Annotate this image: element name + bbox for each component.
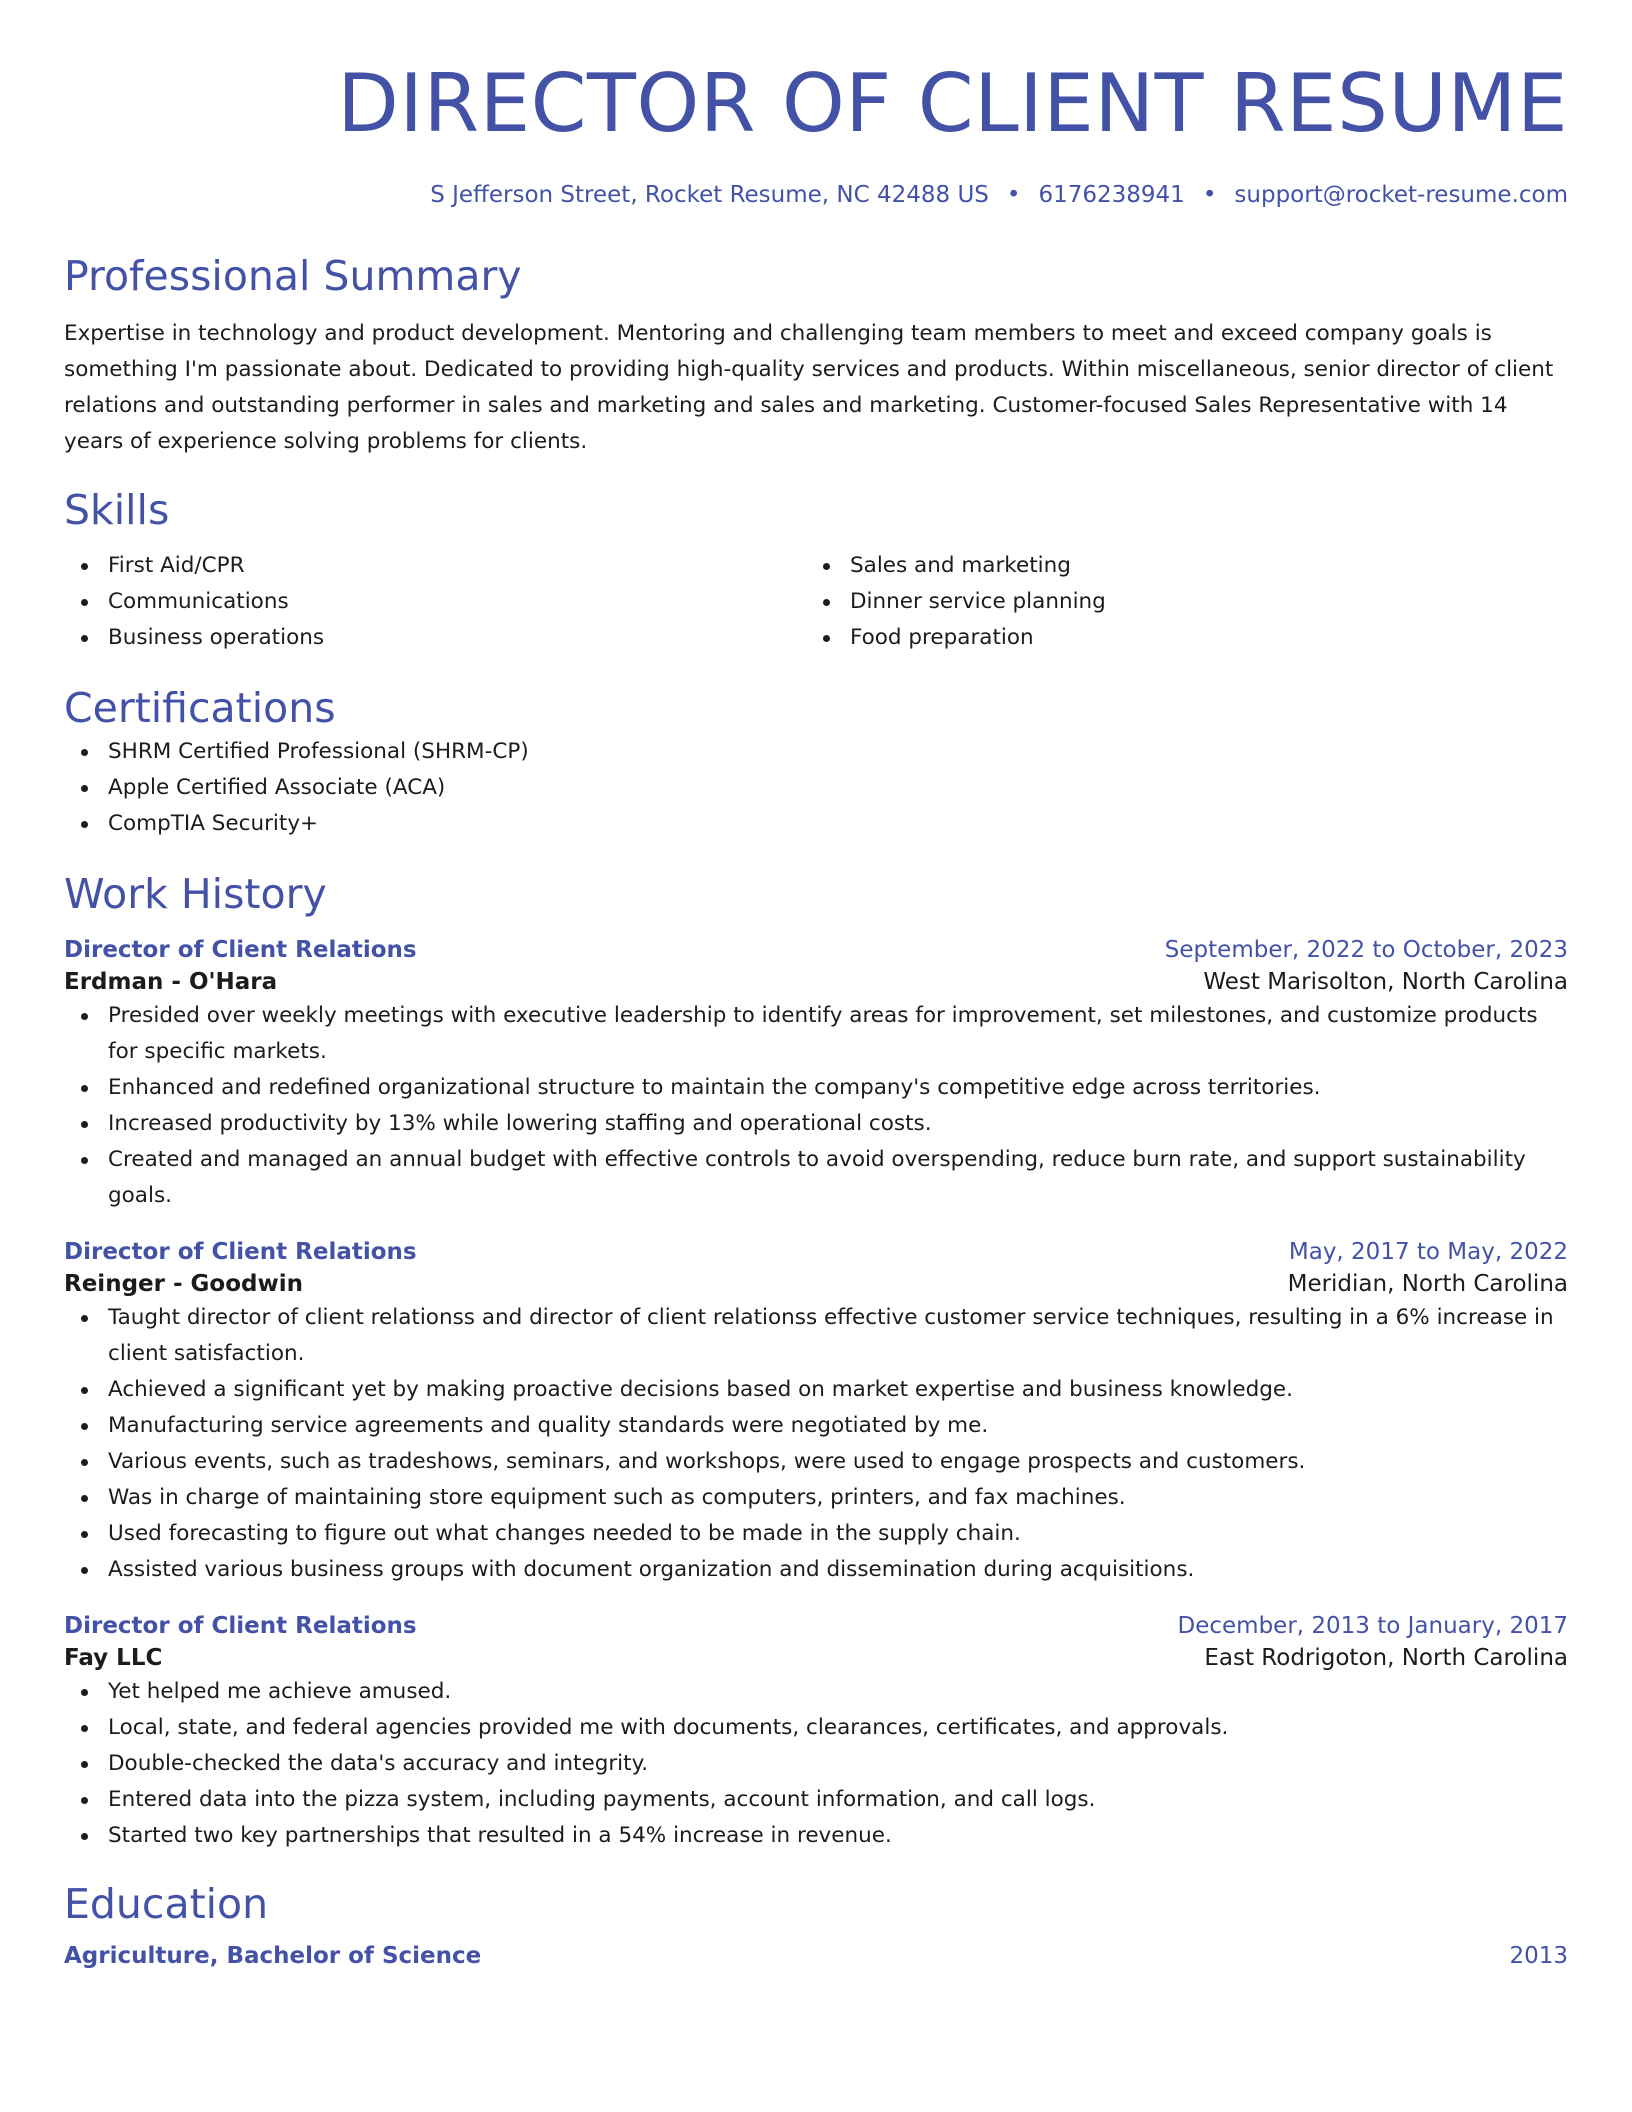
- resume-name: DIRECTOR OF CLIENT RESUME: [337, 57, 1568, 150]
- job-bullet: Local, state, and federal agencies provided me with documents, clearances, certificates, and approvals.: [64, 1710, 1568, 1746]
- job-company: Erdman - O'Hara: [64, 969, 278, 995]
- skill-item: Communications: [64, 584, 806, 620]
- job-location: East Rodrigoton, North Carolina: [1204, 1645, 1568, 1671]
- work-history-heading: Work History: [64, 870, 327, 918]
- job-bullet-list: [64, 1674, 1568, 1854]
- job-dates: September, 2022 to October, 2023: [1164, 937, 1568, 963]
- certifications-list: [64, 734, 1568, 842]
- education-year: 2013: [1509, 1943, 1568, 1969]
- job-bullet-list: [64, 1300, 1568, 1588]
- skill-item: Dinner service planning: [806, 584, 1548, 620]
- certification-item: SHRM Certified Professional (SHRM-CP): [64, 734, 1568, 770]
- skills-heading: Skills: [64, 486, 170, 534]
- job-role: Director of Client Relations: [64, 1613, 417, 1639]
- job-bullet: Achieved a significant yet by making proactive decisions based on market expertise and business knowledge.: [64, 1372, 1568, 1408]
- job-company-row: [64, 1268, 1568, 1300]
- job-company: Fay LLC: [64, 1645, 163, 1671]
- job-bullet: Used forecasting to figure out what changes needed to be made in the supply chain.: [64, 1516, 1568, 1552]
- job-company-row: [64, 1642, 1568, 1674]
- education-heading: Education: [64, 1880, 269, 1928]
- job-role: Director of Client Relations: [64, 937, 417, 963]
- job-bullet: Created and managed an annual budget with effective controls to avoid overspending, reduce burn rate, and support sustainability goals.: [64, 1142, 1568, 1214]
- job-role: Director of Client Relations: [64, 1239, 417, 1265]
- job-header-row: [64, 1610, 1568, 1642]
- job-location: West Marisolton, North Carolina: [1203, 969, 1568, 995]
- job-dates: May, 2017 to May, 2022: [1288, 1239, 1568, 1265]
- contact-email[interactable]: support@rocket-resume.com: [1234, 182, 1568, 208]
- skill-item: First Aid/CPR: [64, 548, 806, 584]
- job-company: Reinger - Goodwin: [64, 1271, 303, 1297]
- job-bullet: Various events, such as tradeshows, seminars, and workshops, were used to engage prospects and customers.: [64, 1444, 1568, 1480]
- job-entry: [64, 934, 1568, 1214]
- certifications-heading: Certifications: [64, 684, 336, 732]
- job-bullet: Taught director of client relationss and director of client relationss effective customer service techniques, resulting in a 6% increase in client satisfaction.: [64, 1300, 1568, 1372]
- contact-phone: 6176238941: [1038, 182, 1185, 208]
- job-bullet: Manufacturing service agreements and quality standards were negotiated by me.: [64, 1408, 1568, 1444]
- contact-separator: •: [1006, 182, 1021, 208]
- job-bullet: Started two key partnerships that resulted in a 54% increase in revenue.: [64, 1818, 1568, 1854]
- job-bullet: Assisted various business groups with document organization and dissemination during acquisitions.: [64, 1552, 1568, 1588]
- skill-item: Sales and marketing: [806, 548, 1548, 584]
- job-header-row: [64, 1236, 1568, 1268]
- skills-list: [64, 548, 1568, 656]
- contact-address: S Jefferson Street, Rocket Resume, NC 42488 US: [430, 182, 989, 208]
- summary-heading: Professional Summary: [64, 252, 522, 300]
- skills-column-right: [806, 548, 1548, 656]
- job-company-row: [64, 966, 1568, 998]
- job-bullet: Enhanced and redefined organizational structure to maintain the company's competitive edge across territories.: [64, 1070, 1568, 1106]
- skill-item: Food preparation: [806, 620, 1548, 656]
- skill-item: Business operations: [64, 620, 806, 656]
- contact-line: [64, 180, 1568, 210]
- job-header-row: [64, 934, 1568, 966]
- skills-column-left: [64, 548, 806, 656]
- certification-item: CompTIA Security+: [64, 806, 1568, 842]
- job-bullet-list: [64, 998, 1568, 1214]
- certification-item: Apple Certified Associate (ACA): [64, 770, 1568, 806]
- job-bullet: Yet helped me achieve amused.: [64, 1674, 1568, 1710]
- resume-header: [64, 54, 1568, 210]
- contact-separator: •: [1202, 182, 1217, 208]
- education-degree: Agriculture, Bachelor of Science: [64, 1943, 482, 1969]
- summary-text: Expertise in technology and product development. Mentoring and challenging team members to meet and exceed company goals is something I'm passionate about. Dedicated to providing high-quality services and products. Within miscellaneous, senior director of client relations and outstanding performer in sales and marketing and sales and marketing. Customer-focused Sales Representative with 14 years of experience solving problems for clients.: [64, 321, 1554, 454]
- job-bullet: Entered data into the pizza system, including payments, account information, and call logs.: [64, 1782, 1568, 1818]
- job-dates: December, 2013 to January, 2017: [1177, 1613, 1568, 1639]
- job-bullet: Was in charge of maintaining store equipment such as computers, printers, and fax machines.: [64, 1480, 1568, 1516]
- job-bullet: Presided over weekly meetings with executive leadership to identify areas for improvement, set milestones, and customize products for specific markets.: [64, 998, 1568, 1070]
- job-location: Meridian, North Carolina: [1287, 1271, 1568, 1297]
- job-entry: [64, 1610, 1568, 1854]
- job-bullet: Double-checked the data's accuracy and integrity.: [64, 1746, 1568, 1782]
- education-entry: [64, 1940, 1568, 1972]
- job-bullet: Increased productivity by 13% while lowering staffing and operational costs.: [64, 1106, 1568, 1142]
- job-entry: [64, 1236, 1568, 1588]
